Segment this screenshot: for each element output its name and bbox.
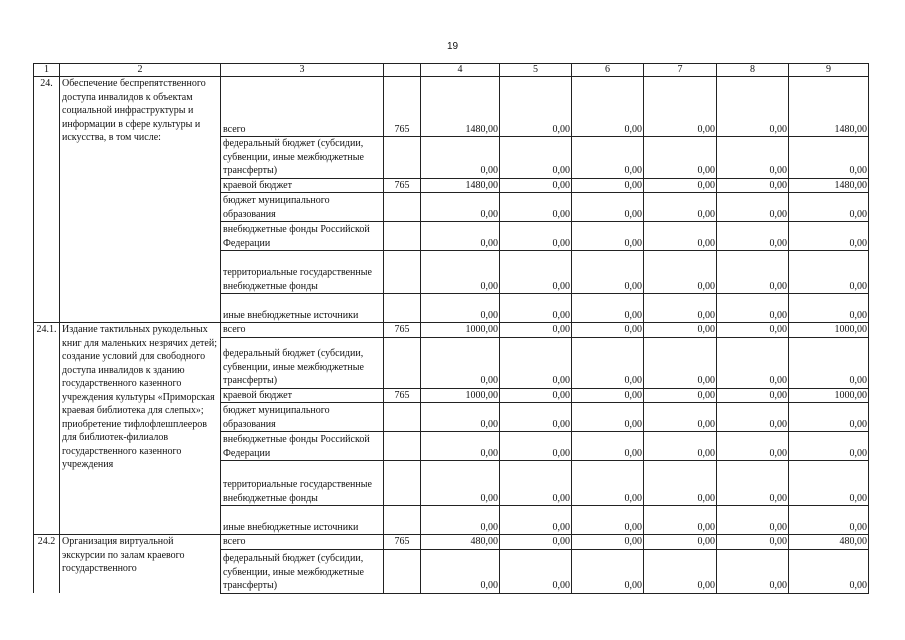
- table-row: [34, 535, 869, 550]
- amount-cell: 0,00: [644, 535, 717, 550]
- amount-cell: 0,00: [717, 461, 789, 506]
- amount-cell: 0,00: [789, 137, 869, 179]
- budget-code: [384, 222, 421, 251]
- funding-source: федеральный бюджет (субсидии, субвенции, иные межбюджетные трансферты): [221, 137, 384, 179]
- funding-source: внебюджетные фонды Российской Федерации: [221, 432, 384, 461]
- amount-cell: 0,00: [572, 222, 644, 251]
- amount-cell: 0,00: [500, 178, 572, 193]
- budget-code: 765: [384, 535, 421, 550]
- amount-cell: 0,00: [500, 337, 572, 388]
- amount-cell: 0,00: [572, 294, 644, 323]
- amount-cell: 1000,00: [789, 323, 869, 338]
- column-header: [384, 64, 421, 77]
- amount-cell: 0,00: [644, 178, 717, 193]
- amount-cell: 0,00: [644, 403, 717, 432]
- budget-code: [384, 506, 421, 535]
- funding-source: краевой бюджет: [221, 388, 384, 403]
- amount-cell: 0,00: [789, 506, 869, 535]
- amount-cell: 0,00: [717, 388, 789, 403]
- amount-cell: 0,00: [717, 251, 789, 294]
- funding-source: бюджет муниципального образования: [221, 193, 384, 222]
- amount-cell: 0,00: [572, 403, 644, 432]
- funding-source: территориальные государственные внебюджетные фонды: [221, 461, 384, 506]
- funding-source: всего: [221, 77, 384, 137]
- budget-code: 765: [384, 388, 421, 403]
- page-number: 19: [446, 41, 459, 52]
- amount-cell: 1480,00: [789, 77, 869, 137]
- amount-cell: 0,00: [644, 137, 717, 179]
- amount-cell: 0,00: [644, 77, 717, 137]
- amount-cell: 0,00: [644, 294, 717, 323]
- amount-cell: 0,00: [421, 193, 500, 222]
- budget-code: [384, 137, 421, 179]
- amount-cell: 0,00: [789, 193, 869, 222]
- budget-code: [384, 294, 421, 323]
- amount-cell: 0,00: [500, 388, 572, 403]
- amount-cell: 0,00: [789, 337, 869, 388]
- amount-cell: 0,00: [644, 193, 717, 222]
- amount-cell: 0,00: [421, 506, 500, 535]
- budget-table: [33, 63, 869, 594]
- amount-cell: 0,00: [572, 251, 644, 294]
- amount-cell: 0,00: [500, 294, 572, 323]
- column-header: 8: [717, 64, 789, 77]
- amount-cell: 0,00: [644, 323, 717, 338]
- amount-cell: 480,00: [789, 535, 869, 550]
- amount-cell: 0,00: [500, 222, 572, 251]
- item-title: Обеспечение беспрепятственного доступа инвалидов к объектам социальной инфраструктуры и информации в сфере культуры и искусства, в том числе:: [60, 77, 221, 323]
- amount-cell: 0,00: [644, 432, 717, 461]
- budget-code: [384, 193, 421, 222]
- amount-cell: 0,00: [717, 337, 789, 388]
- funding-source: иные внебюджетные источники: [221, 294, 384, 323]
- funding-source: федеральный бюджет (субсидии, субвенции, иные межбюджетные трансферты): [221, 337, 384, 388]
- amount-cell: 0,00: [789, 432, 869, 461]
- budget-code: [384, 461, 421, 506]
- amount-cell: 0,00: [421, 222, 500, 251]
- amount-cell: 0,00: [500, 323, 572, 338]
- amount-cell: 0,00: [789, 294, 869, 323]
- amount-cell: 0,00: [717, 193, 789, 222]
- amount-cell: 0,00: [717, 294, 789, 323]
- amount-cell: 0,00: [644, 388, 717, 403]
- amount-cell: 0,00: [717, 535, 789, 550]
- funding-source: бюджет муниципального образования: [221, 403, 384, 432]
- column-header: 4: [421, 64, 500, 77]
- amount-cell: 0,00: [421, 337, 500, 388]
- budget-code: 765: [384, 178, 421, 193]
- amount-cell: 0,00: [572, 432, 644, 461]
- table-row: [34, 323, 869, 338]
- funding-source: иные внебюджетные источники: [221, 506, 384, 535]
- budget-code: 765: [384, 77, 421, 137]
- amount-cell: 0,00: [572, 535, 644, 550]
- amount-cell: 0,00: [789, 222, 869, 251]
- amount-cell: 0,00: [717, 222, 789, 251]
- amount-cell: 1480,00: [421, 77, 500, 137]
- amount-cell: 0,00: [421, 403, 500, 432]
- column-header: 1: [34, 64, 60, 77]
- amount-cell: 0,00: [421, 432, 500, 461]
- funding-source: всего: [221, 535, 384, 550]
- amount-cell: 0,00: [572, 77, 644, 137]
- column-header: 9: [789, 64, 869, 77]
- amount-cell: 0,00: [500, 403, 572, 432]
- amount-cell: 0,00: [644, 251, 717, 294]
- funding-source: федеральный бюджет (субсидии, субвенции, иные межбюджетные трансферты): [221, 549, 384, 593]
- budget-code: 765: [384, 323, 421, 338]
- amount-cell: 0,00: [789, 403, 869, 432]
- amount-cell: 0,00: [717, 549, 789, 593]
- item-number: 24.2: [34, 535, 60, 594]
- amount-cell: 0,00: [500, 461, 572, 506]
- header-row: [34, 64, 869, 77]
- amount-cell: 0,00: [572, 337, 644, 388]
- table-row: [34, 77, 869, 137]
- item-title: Организация виртуальной экскурсии по залам краевого государственного: [60, 535, 221, 594]
- amount-cell: 0,00: [421, 294, 500, 323]
- amount-cell: 0,00: [500, 193, 572, 222]
- amount-cell: 0,00: [500, 77, 572, 137]
- amount-cell: 0,00: [421, 549, 500, 593]
- amount-cell: 0,00: [500, 506, 572, 535]
- amount-cell: 0,00: [572, 178, 644, 193]
- amount-cell: 0,00: [789, 251, 869, 294]
- amount-cell: 0,00: [421, 137, 500, 179]
- amount-cell: 0,00: [421, 461, 500, 506]
- item-number: 24.: [34, 77, 60, 323]
- amount-cell: 0,00: [717, 178, 789, 193]
- budget-code: [384, 251, 421, 294]
- funding-source: внебюджетные фонды Российской Федерации: [221, 222, 384, 251]
- amount-cell: 0,00: [572, 388, 644, 403]
- amount-cell: 0,00: [644, 506, 717, 535]
- amount-cell: 0,00: [572, 506, 644, 535]
- item-number: 24.1.: [34, 323, 60, 535]
- funding-source: краевой бюджет: [221, 178, 384, 193]
- amount-cell: 0,00: [421, 251, 500, 294]
- amount-cell: 0,00: [572, 549, 644, 593]
- amount-cell: 0,00: [717, 323, 789, 338]
- amount-cell: 0,00: [500, 137, 572, 179]
- amount-cell: 0,00: [717, 432, 789, 461]
- amount-cell: 1000,00: [421, 323, 500, 338]
- amount-cell: 0,00: [717, 77, 789, 137]
- column-header: 7: [644, 64, 717, 77]
- amount-cell: 0,00: [572, 193, 644, 222]
- amount-cell: 0,00: [789, 549, 869, 593]
- amount-cell: 1000,00: [421, 388, 500, 403]
- amount-cell: 1000,00: [789, 388, 869, 403]
- amount-cell: 0,00: [717, 506, 789, 535]
- amount-cell: 0,00: [500, 549, 572, 593]
- amount-cell: 0,00: [644, 461, 717, 506]
- column-header: 6: [572, 64, 644, 77]
- amount-cell: 480,00: [421, 535, 500, 550]
- column-header: 3: [221, 64, 384, 77]
- budget-code: [384, 432, 421, 461]
- amount-cell: 0,00: [644, 337, 717, 388]
- budget-code: [384, 337, 421, 388]
- amount-cell: 1480,00: [421, 178, 500, 193]
- amount-cell: 1480,00: [789, 178, 869, 193]
- amount-cell: 0,00: [500, 535, 572, 550]
- amount-cell: 0,00: [500, 432, 572, 461]
- amount-cell: 0,00: [644, 549, 717, 593]
- budget-code: [384, 403, 421, 432]
- funding-source: всего: [221, 323, 384, 338]
- amount-cell: 0,00: [717, 137, 789, 179]
- column-header: 5: [500, 64, 572, 77]
- amount-cell: 0,00: [572, 137, 644, 179]
- amount-cell: 0,00: [644, 222, 717, 251]
- funding-source: территориальные государственные внебюджетные фонды: [221, 251, 384, 294]
- amount-cell: 0,00: [717, 403, 789, 432]
- amount-cell: 0,00: [789, 461, 869, 506]
- amount-cell: 0,00: [572, 461, 644, 506]
- item-title: Издание тактильных рукодельных книг для маленьких незрячих детей; создание условий для свободного доступа инвалидов к зданию государственного казенного учреждения культуры «Приморская краевая библиотека для слепых»; приобретение тифлофлешплееров для библиотек-филиалов государственного казенного учреждения: [60, 323, 221, 535]
- amount-cell: 0,00: [500, 251, 572, 294]
- budget-code: [384, 549, 421, 593]
- column-header: 2: [60, 64, 221, 77]
- amount-cell: 0,00: [572, 323, 644, 338]
